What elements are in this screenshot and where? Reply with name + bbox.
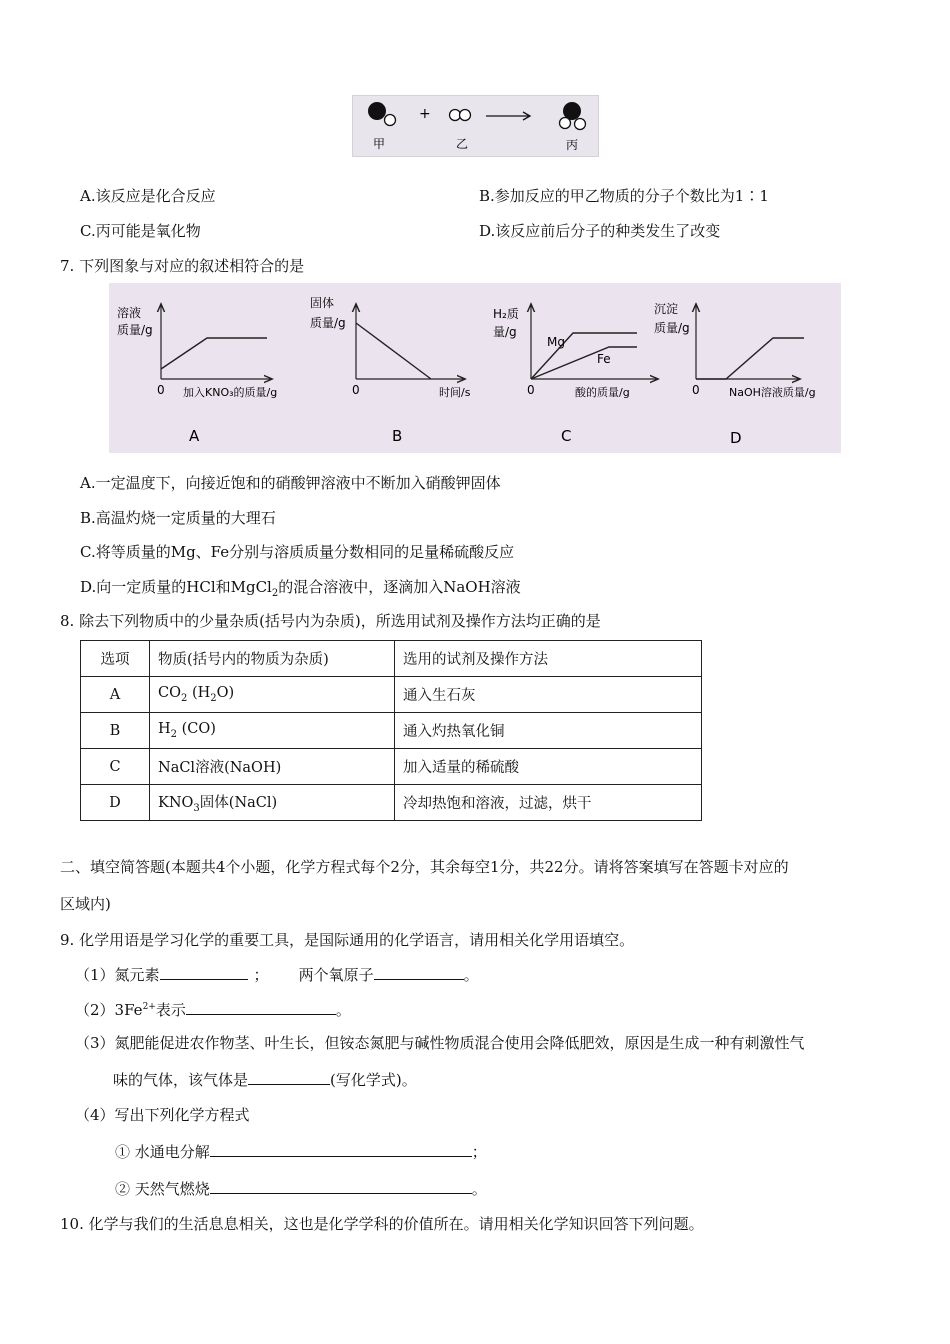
- q9-part-3-line-1: （3）氮肥能促进农作物茎、叶生长，但铵态氮肥与碱性物质混合使用会降低肥效，原因是生成一种有刺激性气: [75, 1034, 805, 1052]
- q10-stem: 10. 化学与我们的生活息息相关，这也是化学学科的价值所在。请用相关化学知识回答下列问题。: [60, 1215, 704, 1233]
- section-2-heading-line-1: 二、填空简答题(本题共4个小题，化学方程式每个2分，其余每空1分，共22分。请将答案填写在答题卡对应的: [60, 858, 789, 876]
- q6-option-d: D.该反应前后分子的种类发生了改变: [479, 222, 721, 240]
- row-method: 通入生石灰: [395, 677, 702, 713]
- graph-b-origin: 0: [352, 383, 360, 397]
- label-yi: 乙: [456, 137, 469, 151]
- graph-c-curve-fe: [531, 347, 637, 379]
- header-substance: 物质(括号内的物质为杂质): [150, 641, 395, 677]
- graph-c-ylabel-1: H₂质: [493, 307, 519, 321]
- section-2-heading-line-2: 区域内): [60, 895, 111, 913]
- row-option: D: [81, 785, 150, 821]
- q7-option-c: C.将等质量的Mg、Fe分别与溶质质量分数相同的足量稀硫酸反应: [80, 543, 515, 561]
- graph-d-ylabel-2: 质量/g: [654, 321, 690, 335]
- graph-c-origin: 0: [527, 383, 535, 397]
- row-substance: NaCl溶液(NaOH): [150, 749, 395, 785]
- table-row: [81, 749, 702, 785]
- graph-c-ylabel-2: 量/g: [493, 325, 517, 339]
- q7-option-a: A.一定温度下，向接近饱和的硝酸钾溶液中不断加入硝酸钾固体: [80, 474, 501, 492]
- answer-blank-water-electrolysis[interactable]: [210, 1142, 472, 1157]
- answer-blank-gas-formula[interactable]: [248, 1070, 330, 1085]
- graph-d-letter: D: [730, 429, 742, 447]
- graph-a-xlabel: 加入KNO₃的质量/g: [183, 386, 278, 399]
- row-method: 冷却热饱和溶液，过滤，烘干: [395, 785, 702, 821]
- molecule-b-atom-2: [460, 110, 471, 121]
- q7-stem: 7. 下列图象与对应的叙述相符合的是: [60, 257, 305, 275]
- graph-c-series-fe: Fe: [597, 352, 611, 366]
- row-option: B: [81, 713, 150, 749]
- answer-blank-fe-ion[interactable]: [186, 1000, 336, 1015]
- answer-blank-nitrogen[interactable]: [160, 965, 248, 980]
- graph-c: [493, 305, 657, 445]
- answer-blank-two-oxygen[interactable]: [374, 965, 464, 980]
- graph-c-letter: C: [561, 427, 572, 445]
- q6-option-a: A.该反应是化合反应: [80, 187, 216, 205]
- table-row: [81, 713, 702, 749]
- row-option: A: [81, 677, 150, 713]
- graph-d-curve: [696, 338, 804, 379]
- graph-a: [117, 305, 277, 445]
- q7-option-b: B.高温灼烧一定质量的大理石: [80, 509, 276, 527]
- molecule-c-white-atom-2: [575, 119, 586, 130]
- table-header-row: [81, 641, 702, 677]
- graph-a-origin: 0: [157, 383, 165, 397]
- row-substance: $H_2$ (CO): [150, 713, 395, 749]
- q9-stem: 9. 化学用语是学习化学的重要工具，是国际通用的化学语言，请用相关化学用语填空。: [60, 931, 635, 949]
- row-option: C: [81, 749, 150, 785]
- answer-blank-natural-gas-combustion[interactable]: [210, 1179, 472, 1194]
- graph-d-origin: 0: [692, 383, 700, 397]
- label-bing: 丙: [566, 138, 579, 152]
- molecule-a-black-atom: [368, 102, 386, 120]
- q9-part-1: （1）氮元素 ； 两个氧原子 。: [75, 966, 479, 984]
- graph-b: [310, 295, 471, 445]
- q8-stem: 8. 除去下列物质中的少量杂质(括号内为杂质)，所选用试剂及操作方法均正确的是: [60, 612, 601, 630]
- graph-a-ylabel-1: 溶液: [117, 306, 142, 320]
- header-method: 选用的试剂及操作方法: [395, 641, 702, 677]
- q6-option-b: B.参加反应的甲乙物质的分子个数比为1∶1: [479, 187, 769, 205]
- q9-part-4-item-1: ① 水通电分解 ；: [115, 1143, 487, 1161]
- molecule-a-white-atom: [385, 115, 396, 126]
- label-jia: 甲: [373, 137, 386, 151]
- row-substance: $CO_2$ $(H_2O)$: [150, 677, 395, 713]
- molecule-c-white-atom-1: [560, 118, 571, 129]
- q7-option-d: D.向一定质量的HCl和MgCl$_2$的混合溶液中，逐滴加入NaOH溶液: [80, 578, 521, 599]
- table-row: [81, 785, 702, 821]
- graph-b-xlabel: 时间/s: [439, 386, 471, 399]
- q8-table: [80, 640, 702, 821]
- row-substance: $KNO_3$固体(NaCl): [150, 785, 395, 821]
- q7-graphs-panel: [109, 283, 841, 453]
- q6-option-c: C.丙可能是氧化物: [80, 222, 201, 240]
- reaction-svg: [353, 96, 598, 156]
- graph-b-curve: [356, 323, 431, 379]
- graph-d-ylabel-1: 沉淀: [654, 302, 679, 316]
- row-method: 加入适量的稀硫酸: [395, 749, 702, 785]
- reaction-diagram: [352, 95, 599, 157]
- graph-b-ylabel-1: 固体: [310, 296, 335, 310]
- q7-graphs-svg: [109, 283, 841, 453]
- graph-d: [654, 301, 816, 447]
- graph-b-letter: B: [392, 427, 403, 445]
- table-row: [81, 677, 702, 713]
- plus-sign: +: [419, 106, 431, 122]
- q9-part-4-item-2: ② 天然气燃烧 。: [115, 1180, 487, 1198]
- graph-a-ylabel-2: 质量/g: [117, 323, 153, 337]
- graph-c-xlabel: 酸的质量/g: [575, 386, 630, 399]
- q9-part-4: （4）写出下列化学方程式: [75, 1106, 250, 1124]
- graph-b-ylabel-2: 质量/g: [310, 316, 346, 330]
- q9-part-2: $(2)3Fe^{2+}$表示 。: [75, 1001, 351, 1019]
- graph-c-series-mg: Mg: [547, 335, 565, 349]
- graph-a-curve: [161, 338, 267, 369]
- graph-d-xlabel: NaOH溶液质量/g: [729, 386, 816, 399]
- graph-a-letter: A: [189, 427, 200, 445]
- q9-part-3-line-2: 味的气体，该气体是 (写化学式)。: [113, 1071, 417, 1089]
- header-option: 选项: [81, 641, 150, 677]
- row-method: 通入灼热氧化铜: [395, 713, 702, 749]
